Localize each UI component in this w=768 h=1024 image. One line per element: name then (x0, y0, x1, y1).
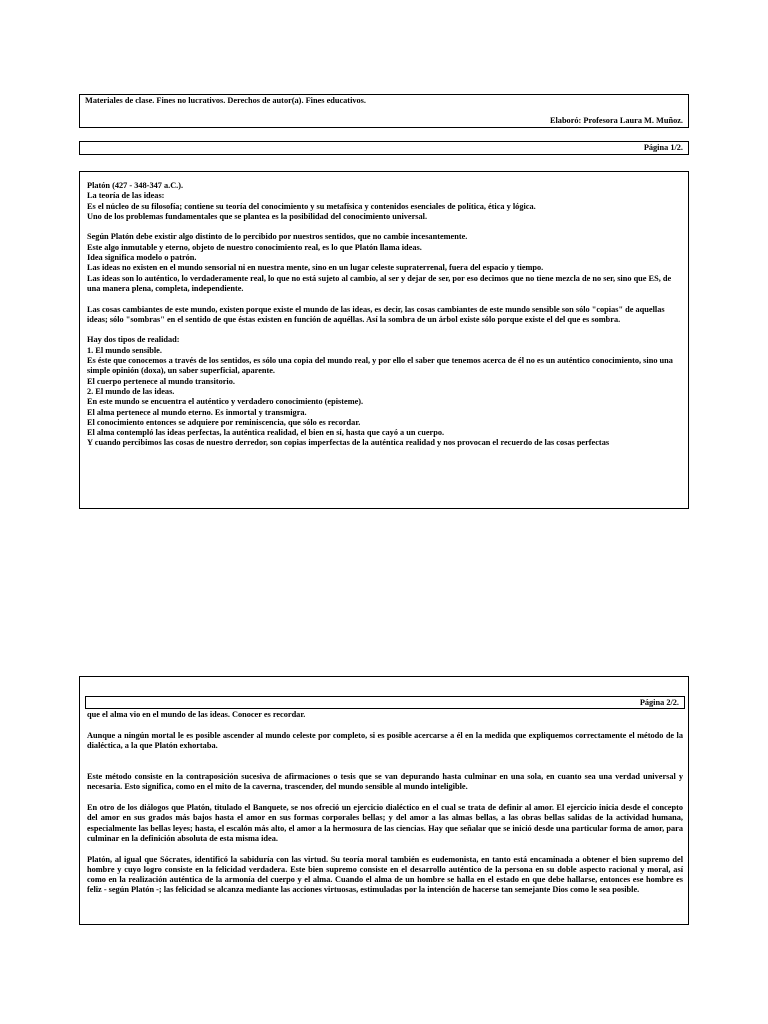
text-line: En este mundo se encuentra el auténtico y verdadero conocimiento (episteme). (87, 397, 364, 407)
text-line: Y cuando percibimos las cosas de nuestro derredor, son copias imperfectas de la auténtica realidad y nos provocan el recuerdo de las cosas perfectas (87, 438, 610, 448)
text-line: El conocimiento entonces se adquiere por reminiscencia, que sólo es recordar. (87, 417, 361, 427)
text-paragraph: Platón, al igual que Sócrates, identificó la sabiduría con las virtud. Su teoría moral también es eudemonista, en tanto está encaminada a obtener el bien supremo del hombre y cuyo logro consiste en la felicidad verdadera. Este bien supremo consiste en el desarrollo auténtico de la persona en su doble aspecto racional y moral, así como en la realización auténtica de la armonía del cuerpo y el alma. Cuando el alma de un hombre se halla en el estado en que debe hallarse, entonces ese hombre es feliz - según Platón -; las felicidad se alcanza mediante las acciones virtuosas, estimuladas por la intención de hacerse tan semejante Dios como le sea posible. (87, 854, 683, 895)
text-line: Las ideas no existen en el mundo sensorial ni en nuestra mente, sino en un lugar celeste supraterrenal, fuera del espacio y tiempo. (87, 263, 544, 273)
page2-box (79, 676, 689, 925)
page2-body (87, 710, 683, 896)
text-line: Es el núcleo de su filosofía; contiene su teoría del conocimiento y su metafísica y contenidos esenciales de política, ética y lógica. (87, 201, 536, 211)
text-line: Hay dos tipos de realidad: (87, 335, 180, 345)
text-line: que el alma vio en el mundo de las ideas. Conocer es recordar. (87, 710, 306, 719)
page2-label: Página 2/2. (639, 698, 679, 707)
header-box (79, 94, 689, 128)
text-line: El alma pertenece al mundo eterno. Es inmortal y transmigra. (87, 407, 307, 417)
page1-body (79, 171, 689, 509)
header-author: Elaboró: Profesora Laura M. Muñoz. (549, 116, 683, 125)
page1-label: Página 1/2. (643, 143, 683, 152)
text-paragraph: Aunque a ningún mortal le es posible ascender al mundo celeste por completo, si es posible acercarse a él en la medida que expliquemos correctamente el método de la dialéctica, a la que Platón exhortaba. (87, 730, 683, 750)
header-notice: Materiales de clase. Fines no lucrativos. Derechos de autor(a). Fines educativos. (85, 96, 366, 105)
text-line: El alma contempló las ideas perfectas, la auténtica realidad, el bien en sí, hasta que cayó a un cuerpo. (87, 428, 445, 438)
text-line: El cuerpo pertenece al mundo transitorio. (87, 376, 235, 386)
text-line: Según Platón debe existir algo distinto de lo percibido por nuestros sentidos, que no cambie incesantemente. (87, 232, 468, 242)
text-paragraph: Las cosas cambiantes de este mundo, existen porque existe el mundo de las ideas, es decir, las cosas cambiantes de este mundo sensible son sólo "copias" de aquellas ideas; sólo "sombras" en el sentido de que éstas existen en función de aquéllas. Así la sombra de un árbol existe sólo porque existe el del que es sombra. (87, 304, 665, 324)
text-paragraph: En otro de los diálogos que Platón, titulado el Banquete, se nos ofreció un ejercicio dialéctico en el cual se trata de definir al amor. El ejercicio inicia desde el concepto del amor en sus grados más bajos hasta el amor en sus formas corporales bellas; y del amor a las almas bellas, a las obras bellas salidas de la actividad humana, especialmente las bellas leyes; hasta, el escalón más alto, el amor a la hermosura de las ciencias. Hay que señalar que se inició desde una particular forma de amor, para culminar en la definición absoluta de esta misma idea. (87, 803, 683, 843)
text-line: Este algo inmutable y eterno, objeto de nuestro conocimiento real, es lo que Platón llama ideas. (87, 242, 422, 252)
page1-label-bar (79, 141, 689, 155)
text-line: 1. El mundo sensible. (87, 345, 162, 355)
text-line: Uno de los problemas fundamentales que se plantea es la posibilidad del conocimiento universal. (87, 211, 428, 221)
text-line: Es éste que conocemos a través de los sentidos, es sólo una copia del mundo real, y por ello el saber que tenemos acerca de él no es un auténtico conocimiento, sino una simple opinión (doxa), un saber superficial, aparente. (87, 356, 673, 376)
subtitle-line: La teoría de las ideas: (87, 191, 165, 201)
title-line: Platón (427 - 348-347 a.C.). (87, 181, 184, 190)
text-line: Idea significa modelo o patrón. (87, 253, 197, 263)
text-line: 2. El mundo de las ideas. (87, 386, 175, 396)
page2-label-bar (85, 696, 685, 709)
text-paragraph: Este método consiste en la contraposición sucesiva de afirmaciones o tesis que se van depurando hasta culminar en una sola, en cuanto sea una verdad universal y necesaria. Esto significa, como en el mito de la caverna, trascender, del mundo sensible al mundo inteligible. (87, 772, 683, 792)
text-line: Las ideas son lo auténtico, lo verdaderamente real, lo que no está sujeto al cambio, al ser y dejar de ser, por eso decimos que no tiene mezcla de no ser, sino que ES, de una manera plena, completa, independiente. (87, 273, 672, 293)
